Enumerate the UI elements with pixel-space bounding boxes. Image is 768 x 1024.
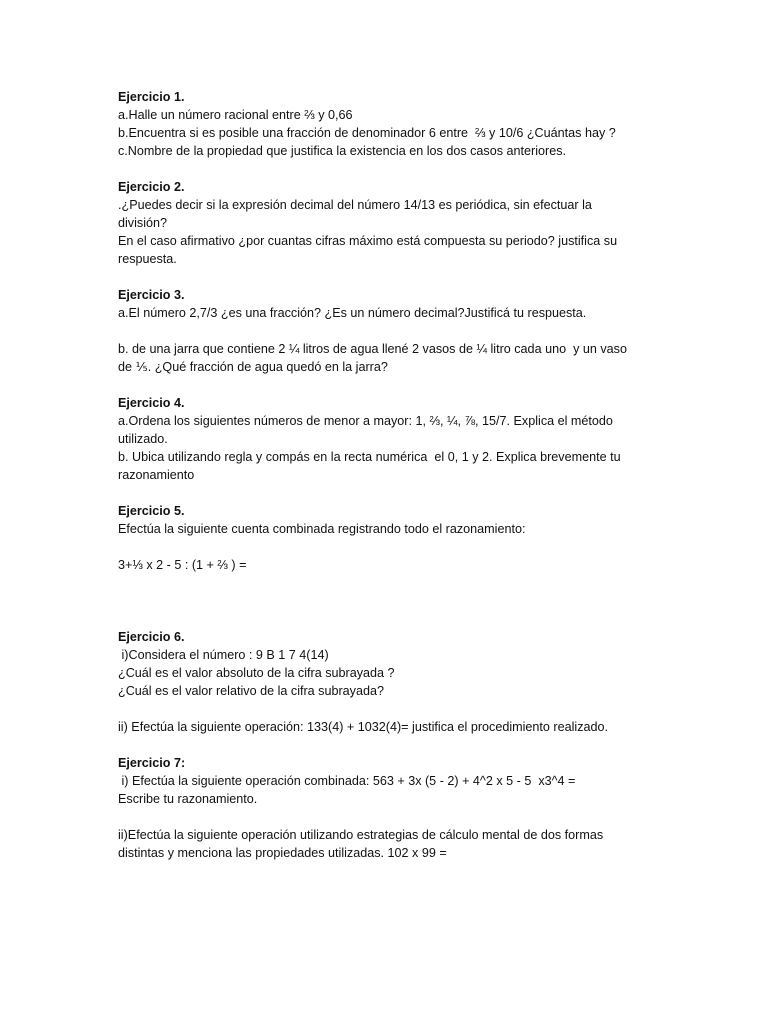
exercise-7 <box>118 754 658 862</box>
exercise-line: c.Nombre de la propiedad que justifica la existencia en los dos casos anteriores. <box>118 144 567 158</box>
exercise-line: i)Considera el número : 9 B 1 7 4(14) <box>118 648 329 662</box>
exercise-line: ¿Cuál es el valor absoluto de la cifra subrayada ? <box>118 666 395 680</box>
exercise-line: respuesta. <box>118 252 177 266</box>
exercise-line: de ⅕. ¿Qué fracción de agua quedó en la jarra? <box>118 360 388 374</box>
exercise-line: a.Halle un número racional entre ⅔ y 0,66 <box>118 108 353 122</box>
exercise-3 <box>118 286 658 376</box>
exercise-line: Escribe tu razonamiento. <box>118 792 258 806</box>
exercise-2 <box>118 178 658 268</box>
exercise-line: b. de una jarra que contiene 2 ¼ litros de agua llené 2 vasos de ¼ litro cada uno y un vaso <box>118 342 627 356</box>
exercise-line: ii) Efectúa la siguiente operación: 133(4) + 1032(4)= justifica el procedimiento realizado. <box>118 720 609 734</box>
exercise-title: Ejercicio 1. <box>118 90 185 104</box>
exercise-title: Ejercicio 3. <box>118 288 185 302</box>
exercise-line: a.El número 2,7/3 ¿es una fracción? ¿Es un número decimal?Justificá tu respuesta. <box>118 306 587 320</box>
exercise-title: Ejercicio 4. <box>118 396 185 410</box>
exercise-title: Ejercicio 6. <box>118 630 185 644</box>
exercise-line: razonamiento <box>118 468 195 482</box>
exercise-line: b.Encuentra si es posible una fracción de denominador 6 entre ⅔ y 10/6 ¿Cuántas hay ? <box>118 126 616 140</box>
exercise-title: Ejercicio 5. <box>118 504 185 518</box>
exercise-line: En el caso afirmativo ¿por cuantas cifras máximo está compuesta su periodo? justifica su <box>118 234 618 248</box>
document-page <box>118 88 658 862</box>
exercise-4 <box>118 394 658 484</box>
exercise-line: 3+⅓ x 2 - 5 : (1 + ⅔ ) = <box>118 558 247 572</box>
exercise-title: Ejercicio 2. <box>118 180 185 194</box>
exercise-line: división? <box>118 216 168 230</box>
exercise-6 <box>118 628 658 736</box>
exercise-line: a.Ordena los siguientes números de menor a mayor: 1, ⅔, ¼, ⅞, 15/7. Explica el método <box>118 414 613 428</box>
exercise-line: Efectúa la siguiente cuenta combinada registrando todo el razonamiento: <box>118 522 526 536</box>
exercise-line: distintas y menciona las propiedades utilizadas. 102 x 99 = <box>118 846 447 860</box>
exercise-line: .¿Puedes decir si la expresión decimal del número 14/13 es periódica, sin efectuar la <box>118 198 592 212</box>
exercise-title: Ejercicio 7: <box>118 756 186 770</box>
exercise-line: ¿Cuál es el valor relativo de la cifra subrayada? <box>118 684 384 698</box>
exercise-line: i) Efectúa la siguiente operación combinada: 563 + 3x (5 - 2) + 4^2 x 5 - 5 x3^4 = <box>118 774 576 788</box>
exercise-5 <box>118 502 658 574</box>
exercise-line: utilizado. <box>118 432 168 446</box>
exercise-line: b. Ubica utilizando regla y compás en la recta numérica el 0, 1 y 2. Explica brevemente tu <box>118 450 621 464</box>
exercise-1 <box>118 88 658 160</box>
exercise-line: ii)Efectúa la siguiente operación utilizando estrategias de cálculo mental de dos formas <box>118 828 604 842</box>
